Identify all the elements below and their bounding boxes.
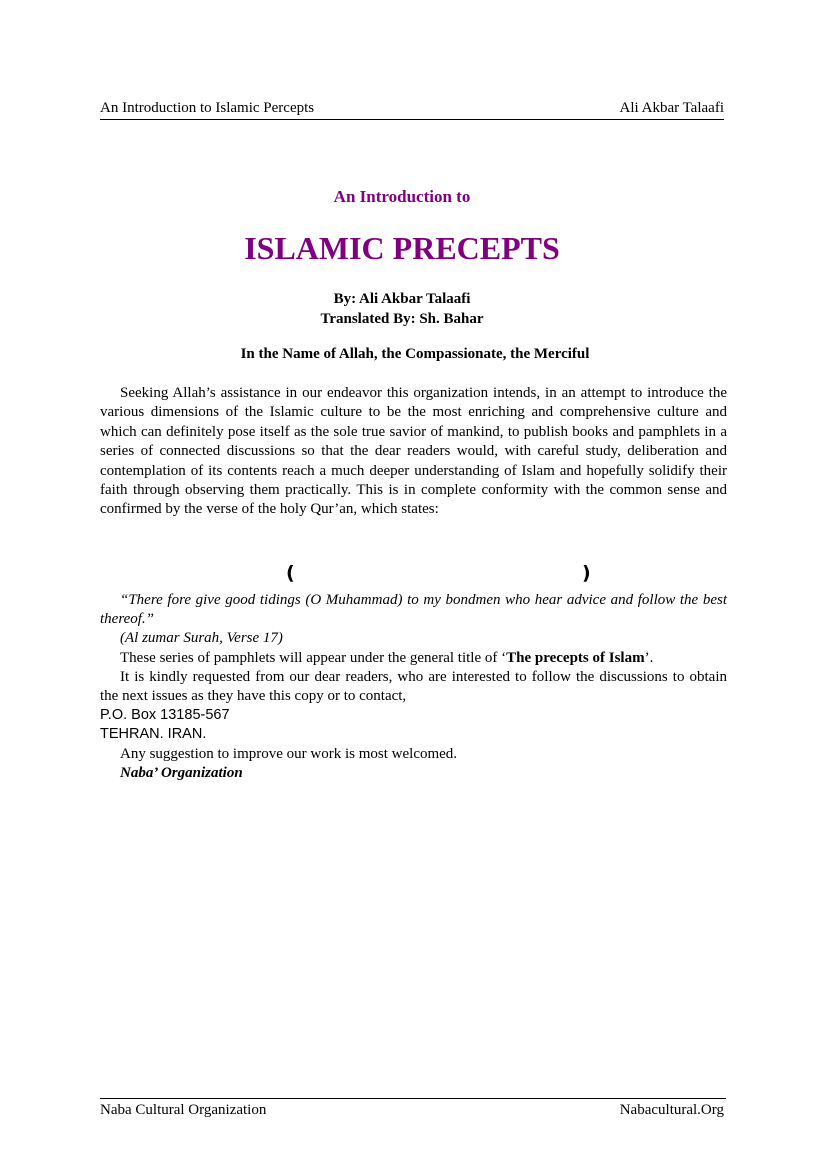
suggestion-line: Any suggestion to improve our work is most welcomed.: [120, 745, 458, 762]
document-title: ISLAMIC PRECEPTS: [244, 230, 560, 266]
footer-organization: Naba Cultural Organization: [100, 1102, 267, 1118]
series-suffix: ’.: [644, 649, 654, 666]
footer-website: Nabacultural.Org: [619, 1102, 724, 1118]
signature: Naba’ Organization: [120, 764, 243, 781]
series-prefix: These series of pamphlets will appear under the general title of ‘: [120, 649, 507, 666]
intro-paragraph: Seeking Allah’s assistance in our endeavor this organization intends, in an attempt to introduce the various dimensions of the Islamic culture to be the most enriching and comprehensive culture and which can definitely pose itself as the sole true savior of mankind, to publish books and pamphlets in a series of connected discussions so that the dear readers would, with careful study, deliberation and contemplation of its contents reach a much deeper understanding of Islam and hopefully solidify their faith through observing them practically. This is in complete conformity with the common sense and confirmed by the verse of the holy Qur’an, which states:: [100, 385, 727, 518]
body-text: [100, 384, 727, 520]
header-author: Ali Akbar Talaafi: [619, 100, 724, 116]
translator-line: Translated By: Sh. Bahar: [320, 311, 484, 327]
series-title: The precepts of Islam: [506, 649, 645, 666]
verse-citation: (Al zumar Surah, Verse 17): [120, 630, 283, 647]
address-city: TEHRAN. IRAN.: [100, 726, 207, 743]
closing-block: [100, 591, 727, 783]
verse-open-paren: (: [286, 562, 295, 584]
intro-heading: An Introduction to: [333, 187, 471, 206]
page-footer: [100, 1098, 726, 1123]
page-header: [100, 100, 724, 120]
author-line: By: Ali Akbar Talaafi: [333, 291, 471, 307]
bismillah-heading: In the Name of Allah, the Compassionate, the Merciful: [240, 346, 590, 362]
series-sentence: [100, 649, 727, 668]
byline: [100, 289, 704, 329]
header-title: An Introduction to Islamic Percepts: [100, 100, 315, 116]
verse-close-paren: ): [582, 562, 591, 584]
address-po-box: P.O. Box 13185-567: [100, 707, 230, 724]
verse-translation: “There fore give good tidings (O Muhammad) to my bondmen who hear advice and follow the best thereof.”: [100, 592, 727, 628]
request-paragraph: It is kindly requested from our dear readers, who are interested to follow the discussions to obtain the next issues as they have this copy or to contact,: [100, 668, 727, 705]
